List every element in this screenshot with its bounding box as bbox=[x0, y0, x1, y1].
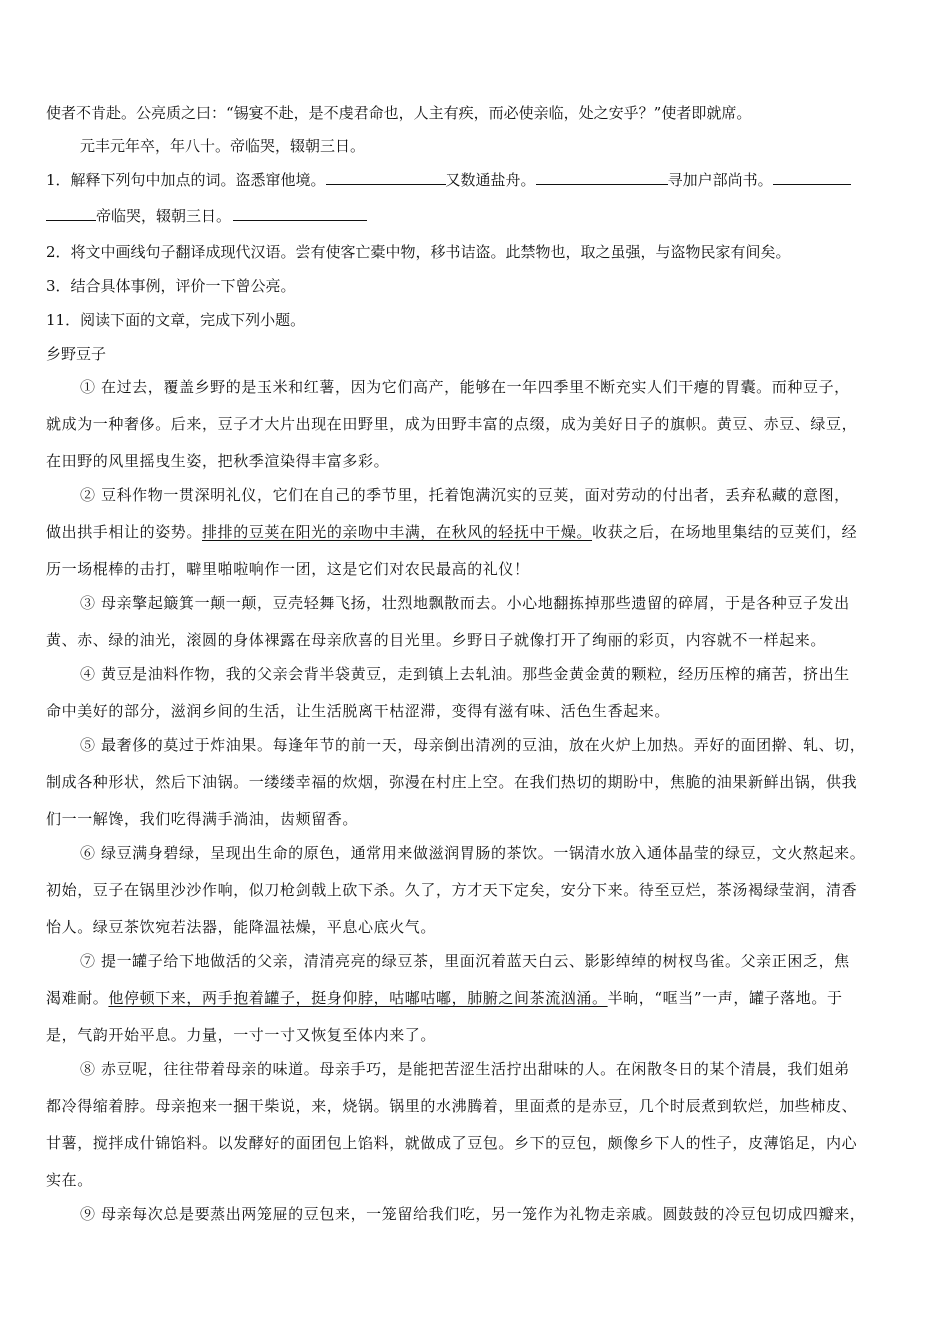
intro-line-2: 元丰元年卒，年八十。帝临哭，辍朝三日。 bbox=[80, 137, 366, 155]
answer-blank-4[interactable] bbox=[233, 206, 367, 221]
article-title: 乡野豆子 bbox=[46, 345, 107, 363]
question-1-text-c: 寻加户部尚书。 bbox=[667, 171, 773, 189]
paragraph-8-line-2: 都冷得缩着脖。母亲抱来一捆干柴说，来，烧锅。锅里的水沸腾着，里面煮的是赤豆，几个时辰煮到软烂，加些柿皮、 bbox=[46, 1097, 858, 1115]
question-1 bbox=[46, 170, 851, 190]
paragraph-6-line-2: 初始，豆子在锅里沙沙作响，似刀枪剑戟上砍下杀。久了，方才天下定矣，安分下来。待至豆烂，茶汤褐绿莹润，清香 bbox=[46, 881, 858, 899]
question-1-cont bbox=[46, 206, 367, 226]
paragraph-3-line-1: ③ 母亲擎起簸箕一颠一颠，豆壳轻舞飞扬，壮烈地飘散而去。小心地翻拣掉那些遗留的碎屑，于是各种豆子发出 bbox=[80, 594, 850, 612]
paragraph-8-line-4: 实在。 bbox=[46, 1171, 93, 1189]
paragraph-5-line-2: 制成各种形状，然后下油锅。一缕缕幸福的炊烟，弥漫在村庄上空。在我们热切的期盼中，焦脆的油果新鲜出锅，供我 bbox=[46, 773, 858, 791]
paragraph-8-line-3: 甘薯，搅拌成什锦馅料。以发酵好的面团包上馅料，就做成了豆包。乡下的豆包，颇像乡下人的性子，皮薄馅足，内心 bbox=[46, 1134, 858, 1152]
paragraph-7-line-3: 是，气韵开始平息。力量，一寸一寸又恢复至体内来了。 bbox=[46, 1026, 437, 1044]
answer-blank-3-cont[interactable] bbox=[46, 206, 96, 221]
answer-blank-3[interactable] bbox=[773, 170, 851, 185]
question-3: 3．结合具体事例，评价一下曾公亮。 bbox=[46, 277, 296, 295]
paragraph-7-line-2 bbox=[46, 988, 843, 1008]
question-1-text-d: 帝临哭，辍朝三日。 bbox=[96, 207, 232, 225]
paragraph-2-line-1: ② 豆科作物一贯深明礼仪，它们在自己的季节里，托着饱满沉实的豆荚，面对劳动的付出者，丢弃私藏的意图， bbox=[80, 486, 850, 504]
answer-blank-2[interactable] bbox=[536, 170, 668, 185]
paragraph-5-line-3: 们一一解馋，我们吃得满手淌油，齿颊留香。 bbox=[46, 810, 359, 828]
paragraph-7-text-cont: 半晌，“哐当”一声，罐子落地。于 bbox=[607, 989, 843, 1007]
paragraph-9-line-1: ⑨ 母亲每次总是要蒸出两笼屉的豆包来，一笼留给我们吃，另一笼作为礼物走亲戚。圆鼓鼓的冷豆包切成四瓣来， bbox=[80, 1205, 866, 1223]
question-1-text-b: 又数通盐舟。 bbox=[445, 171, 536, 189]
paragraph-4-line-2: 命中美好的部分，滋润乡间的生活，让生活脱离干枯涩滞，变得有滋有味、活色生香起来。 bbox=[46, 702, 671, 720]
paragraph-1-line-1: ① 在过去，覆盖乡野的是玉米和红薯，因为它们高产，能够在一年四季里不断充实人们干瘪的胃囊。而种豆子， bbox=[80, 378, 850, 396]
paragraph-2-line-3: 历一场棍棒的击打，噼里啪啦响作一团，这是它们对农民最高的礼仪！ bbox=[46, 560, 530, 578]
paragraph-8-line-1: ⑧ 赤豆呢，往往带着母亲的味道。母亲手巧，是能把苦涩生活拧出甜味的人。在闲散冬日的某个清晨，我们姐弟 bbox=[80, 1060, 850, 1078]
paragraph-7-text: 渴难耐。 bbox=[46, 989, 109, 1007]
answer-blank-1[interactable] bbox=[326, 170, 446, 185]
paragraph-3-line-2: 黄、赤、绿的油光，滚圆的身体裸露在母亲欣喜的目光里。乡野日子就像打开了绚丽的彩页，内容就不一样起来。 bbox=[46, 631, 827, 649]
paragraph-6-line-3: 怡人。绿豆茶饮宛若法器，能降温祛燥，平息心底火气。 bbox=[46, 918, 437, 936]
paragraph-5-line-1: ⑤ 最奢侈的莫过于炸油果。每逢年节的前一天，母亲倒出清冽的豆油，放在火炉上加热。弄好的面团擀、轧、切， bbox=[80, 736, 866, 754]
question-2: 2．将文中画线句子翻译成现代汉语。尝有使客亡橐中物，移书诘盗。此禁物也，取之虽强，与盗物民家有间矣。 bbox=[46, 243, 791, 261]
paragraph-2-line-2 bbox=[46, 522, 857, 542]
paragraph-6-line-1: ⑥ 绿豆满身碧绿，呈现出生命的原色，通常用来做滋润胃肠的茶饮。一锅清水放入通体晶莹的绿豆，文火熬起来。 bbox=[80, 844, 866, 862]
underlined-sentence-1: 排排的豆荚在阳光的亲吻中丰满，在秋风的轻抚中干燥。 bbox=[202, 523, 593, 541]
paragraph-7-line-1: ⑦ 提一罐子给下地做活的父亲，清清亮亮的绿豆茶，里面沉着蓝天白云、影影绰绰的树杈鸟雀。父亲正困乏，焦 bbox=[80, 952, 850, 970]
intro-line-1: 使者不肯赴。公亮质之曰：“锡宴不赴，是不虔君命也，人主有疾，而必使亲临，处之安乎？”使者即就席。 bbox=[46, 104, 752, 122]
question-1-text-a: 1．解释下列句中加点的词。盗悉窜他境。 bbox=[46, 171, 326, 189]
underlined-sentence-2: 他停顿下来，两手抱着罐子，挺身仰脖，咕嘟咕嘟，肺腑之间茶流汹涌。 bbox=[108, 989, 608, 1007]
paragraph-2-text: 做出拱手相让的姿势。 bbox=[46, 523, 203, 541]
paragraph-1-line-3: 在田野的风里摇曳生姿，把秋季渲染得丰富多彩。 bbox=[46, 452, 390, 470]
question-11: 11．阅读下面的文章，完成下列小题。 bbox=[46, 311, 306, 329]
paragraph-2-text-cont: 收获之后，在场地里集结的豆荚们，经 bbox=[592, 523, 858, 541]
paragraph-1-line-2: 就成为一种奢侈。后来，豆子才大片出现在田野里，成为田野丰富的点缀，成为美好日子的旗帜。黄豆、赤豆、绿豆， bbox=[46, 415, 858, 433]
paragraph-4-line-1: ④ 黄豆是油料作物，我的父亲会背半袋黄豆，走到镇上去轧油。那些金黄金黄的颗粒，经历压榨的痛苦，挤出生 bbox=[80, 665, 850, 683]
